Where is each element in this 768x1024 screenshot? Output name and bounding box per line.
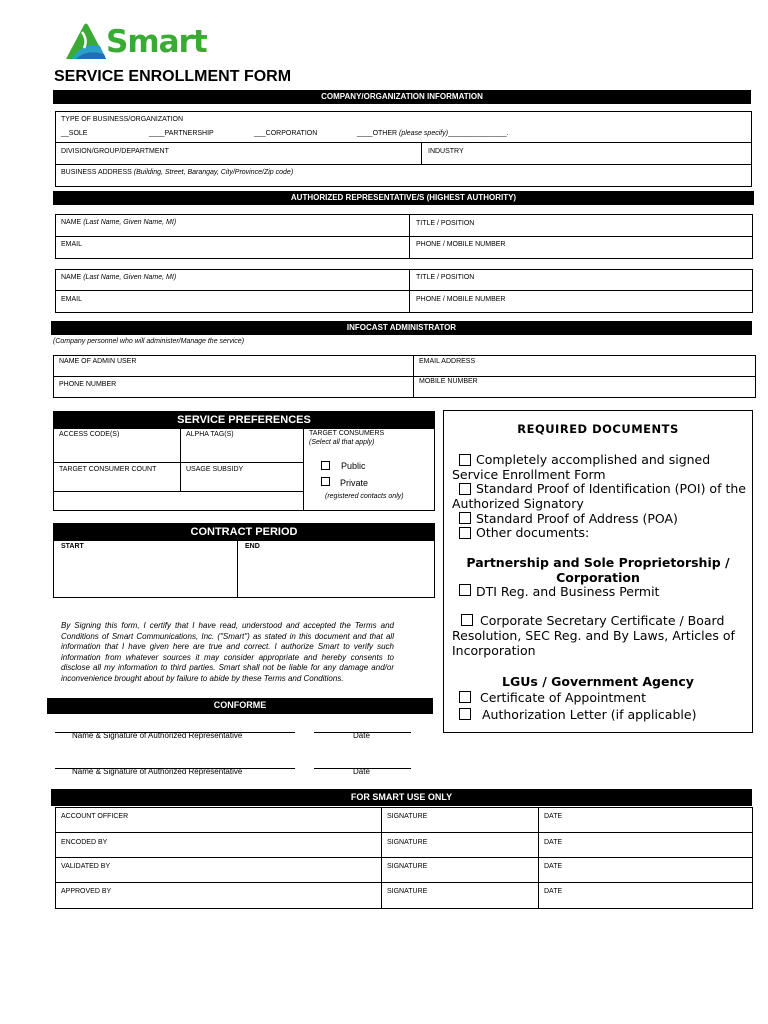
public-checkbox[interactable] <box>321 461 330 470</box>
account-officer-date[interactable]: DATE <box>544 813 563 820</box>
option-partnership[interactable]: ____PARTNERSHIP <box>149 130 214 137</box>
approved-by-date[interactable]: DATE <box>544 888 563 895</box>
authorized-section-header: AUTHORIZED REPRESENTATIVE/S (HIGHEST AUTHORITY) <box>53 191 754 205</box>
doc-poa-label: Standard Proof of Address (POA) <box>476 511 678 526</box>
option-corporation[interactable]: ___CORPORATION <box>254 130 318 137</box>
approved-by-signature[interactable]: SIGNATURE <box>387 888 428 895</box>
contract-period-header: CONTRACT PERIOD <box>53 523 435 541</box>
company-section-header: COMPANY/ORGANIZATION INFORMATION <box>53 90 751 104</box>
service-preferences-header: SERVICE PREFERENCES <box>53 411 435 429</box>
alpha-tag-field[interactable]: ALPHA TAG(S) <box>186 431 234 438</box>
doc-corporate-label: Corporate Secretary Certificate / Board Resolution, SEC Reg. and By Laws, Articles of Incorporation <box>452 613 735 658</box>
terms-statement: By Signing this form, I certify that I have read, understood and accepted the Terms and Conditions of Smart Communications, Inc. ("Smart") as stated in this document and that all information that I have given here are true and correct. I authorize Smart to verify such information from whatever sources it may consider appropriate and hereby consents to disclose all my information to third parties. Smart shall not be liable for any damage and/or inconvenience brought about by failure to abide by these Terms and Conditions. <box>61 621 394 683</box>
infocast-note: (Company personnel who will administer/Manage the service) <box>53 338 245 345</box>
doc-authorization-label: Authorization Letter (if applicable) <box>482 707 697 722</box>
doc-dti-label: DTI Reg. and Business Permit <box>476 584 660 599</box>
rep2-email-field[interactable]: EMAIL <box>61 296 83 303</box>
doc-poi-label: Standard Proof of Identification (POI) of the Authorized Signatory <box>452 481 746 511</box>
business-type-label: TYPE OF BUSINESS/ORGANIZATION <box>61 116 183 123</box>
division-field[interactable]: DIVISION/GROUP/DEPARTMENT <box>61 148 169 155</box>
doc-dti-checkbox[interactable] <box>459 584 471 596</box>
usage-subsidy-field[interactable]: USAGE SUBSIDY <box>186 466 244 473</box>
validated-by-date[interactable]: DATE <box>544 863 563 870</box>
doc-enrollment-label: Completely accomplished and signed Service Enrollment Form <box>452 452 711 482</box>
account-officer-signature[interactable]: SIGNATURE <box>387 813 428 820</box>
private-checkbox[interactable] <box>321 477 330 486</box>
admin-phone-field[interactable]: PHONE NUMBER <box>59 381 117 388</box>
rep1-name-field[interactable]: NAME (Last Name, Given Name, MI) <box>61 219 177 226</box>
public-label: Public <box>341 461 366 471</box>
target-consumers-label: TARGET CONSUMERS <box>309 430 385 437</box>
end-date-field[interactable]: END <box>245 543 260 550</box>
rep2-phone-field[interactable]: PHONE / MOBILE NUMBER <box>416 296 506 303</box>
rep2-title-field[interactable]: TITLE / POSITION <box>416 274 475 281</box>
rep1-phone-field[interactable]: PHONE / MOBILE NUMBER <box>416 241 506 248</box>
date-line-1[interactable]: Date <box>353 731 370 740</box>
doc-authorization-checkbox[interactable] <box>459 708 471 720</box>
form-title: SERVICE ENROLLMENT FORM <box>54 68 292 85</box>
required-documents-title: REQUIRED DOCUMENTS <box>517 422 679 436</box>
target-count-field[interactable]: TARGET CONSUMER COUNT <box>59 466 157 473</box>
access-code-field[interactable]: ACCESS CODE(S) <box>59 431 120 438</box>
signature-line-1[interactable]: Name & Signature of Authorized Representative <box>72 731 243 740</box>
partnership-heading: Partnership and Sole Proprietorship / Corporation <box>466 555 730 585</box>
doc-poa-checkbox[interactable] <box>459 512 471 524</box>
brand-name: Smart <box>106 24 207 60</box>
date-line-2[interactable]: Date <box>353 767 370 776</box>
select-all-note: (Select all that apply) <box>309 439 375 446</box>
encoded-by-field[interactable]: ENCODED BY <box>61 839 108 846</box>
registered-note: (registered contacts only) <box>325 493 404 500</box>
encoded-by-date[interactable]: DATE <box>544 839 563 846</box>
validated-by-field[interactable]: VALIDATED BY <box>61 863 111 870</box>
option-sole[interactable]: __SOLE <box>61 130 88 137</box>
rep1-email-field[interactable]: EMAIL <box>61 241 83 248</box>
option-other[interactable]: ____OTHER (please specify)_______________. <box>357 130 509 137</box>
doc-appointment-label: Certificate of Appointment <box>480 690 646 705</box>
private-label: Private <box>340 478 369 488</box>
rep1-title-field[interactable]: TITLE / POSITION <box>416 220 475 227</box>
smart-use-header: FOR SMART USE ONLY <box>51 789 752 806</box>
admin-email-field[interactable]: EMAIL ADDRESS <box>419 358 476 365</box>
smart-logo <box>64 22 214 62</box>
doc-appointment-checkbox[interactable] <box>459 691 471 703</box>
start-date-field[interactable]: START <box>61 543 84 550</box>
encoded-by-signature[interactable]: SIGNATURE <box>387 839 428 846</box>
signature-line-2[interactable]: Name & Signature of Authorized Representative <box>72 767 243 776</box>
approved-by-field[interactable]: APPROVED BY <box>61 888 112 895</box>
lgu-heading: LGUs / Government Agency <box>502 674 694 689</box>
contract-period-table <box>53 540 435 598</box>
admin-mobile-field[interactable]: MOBILE NUMBER <box>419 378 478 385</box>
rep2-name-field[interactable]: NAME (Last Name, Given Name, MI) <box>61 274 177 281</box>
validated-by-signature[interactable]: SIGNATURE <box>387 863 428 870</box>
address-field[interactable]: BUSINESS ADDRESS (Building, Street, Barangay, City/Province/Zip code) <box>61 169 294 176</box>
conforme-header: CONFORME <box>47 698 433 714</box>
admin-name-field[interactable]: NAME OF ADMIN USER <box>59 358 137 365</box>
account-officer-field[interactable]: ACCOUNT OFFICER <box>61 813 129 820</box>
infocast-section-header: INFOCAST ADMINISTRATOR <box>51 321 752 335</box>
smart-logo-icon <box>64 22 108 62</box>
doc-other-label: Other documents: <box>476 525 590 540</box>
industry-field[interactable]: INDUSTRY <box>428 148 464 155</box>
doc-other-checkbox[interactable] <box>459 527 471 539</box>
